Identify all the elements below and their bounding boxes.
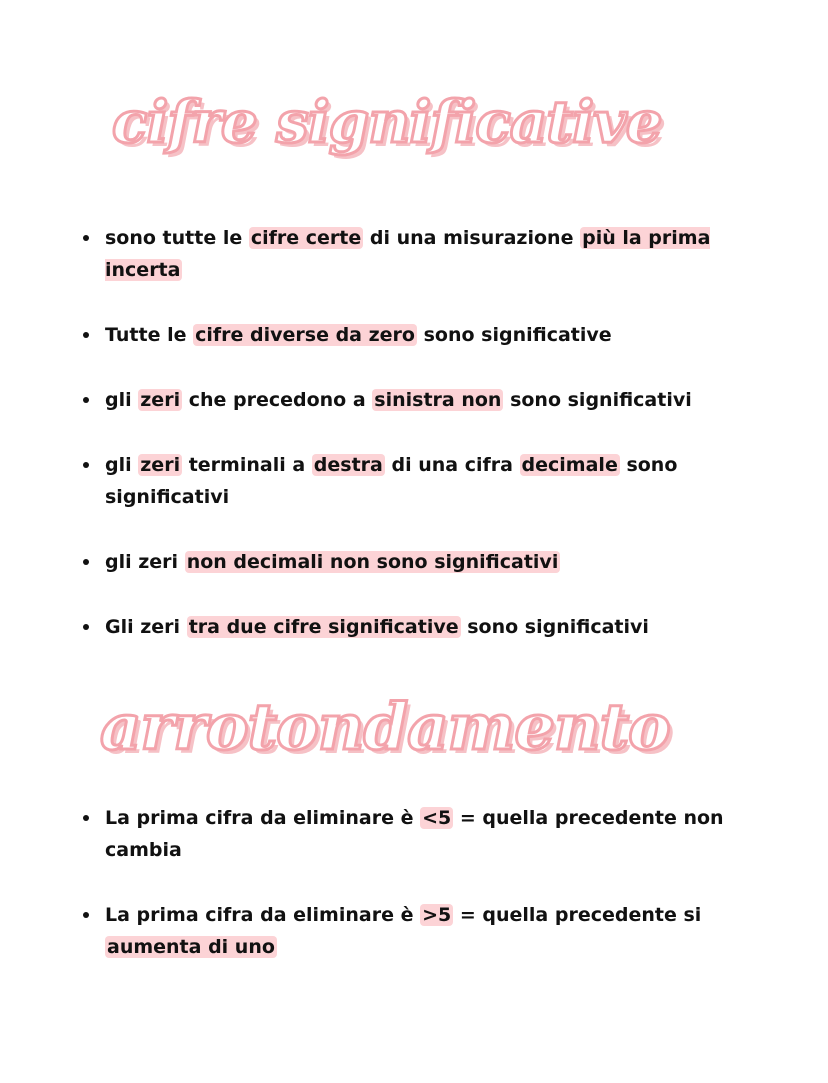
list-item [78, 384, 758, 416]
item-text: di una misurazione [363, 227, 581, 249]
item-text: sono significativi [460, 616, 649, 638]
section-title-cifre-significative: cifre significative [112, 88, 662, 156]
highlighted-text: non decimali non sono significativi [186, 551, 559, 573]
highlighted-text: decimale [521, 454, 618, 476]
highlighted-text: <5 [422, 807, 452, 829]
bullet-icon [83, 559, 89, 565]
section-title-arrotondamento: arrotondamento [100, 690, 670, 765]
list-item [78, 319, 758, 351]
list-item [78, 899, 758, 963]
item-text: che precedono a [182, 389, 373, 411]
highlighted-text: cifre diverse da zero [195, 324, 415, 346]
highlighted-text: più la prima incerta [105, 227, 711, 281]
item-text: gli [105, 454, 139, 476]
item-text: gli [105, 389, 139, 411]
item-text: La prima cifra da eliminare è [105, 904, 421, 926]
bullet-icon [83, 235, 89, 241]
highlighted-text: zeri [140, 389, 181, 411]
list-item [78, 611, 758, 643]
item-text: sono significativi [503, 389, 692, 411]
highlighted-text: tra due cifre significative [188, 616, 459, 638]
bullet-icon [83, 912, 89, 918]
item-text: La prima cifra da eliminare è [105, 807, 421, 829]
highlighted-text: sinistra non [374, 389, 502, 411]
bullet-icon [83, 462, 89, 468]
item-text: = quella precedente si [453, 904, 702, 926]
bullet-icon [83, 397, 89, 403]
bullet-icon [83, 624, 89, 630]
highlighted-text: >5 [422, 904, 452, 926]
item-text: terminali a [182, 454, 312, 476]
highlighted-text: cifre certe [250, 227, 362, 249]
item-text: Gli zeri [105, 616, 187, 638]
item-text: sono tutte le [105, 227, 249, 249]
bullet-icon [83, 815, 89, 821]
highlighted-text: destra [313, 454, 383, 476]
item-text: = quella precedente non cambia [105, 807, 724, 861]
highlighted-text: zeri [140, 454, 181, 476]
item-text: sono significative [416, 324, 612, 346]
rules-list-significant-figures [78, 222, 758, 676]
list-item [78, 222, 758, 286]
highlighted-text: aumenta di uno [107, 936, 275, 958]
list-item [78, 546, 758, 578]
bullet-icon [83, 332, 89, 338]
item-text: di una cifra [384, 454, 520, 476]
rules-list-rounding [78, 802, 758, 996]
item-text: gli zeri [105, 551, 185, 573]
item-text: Tutte le [105, 324, 194, 346]
item-text: sono significativi [105, 454, 678, 508]
list-item [78, 449, 758, 513]
list-item [78, 802, 758, 866]
